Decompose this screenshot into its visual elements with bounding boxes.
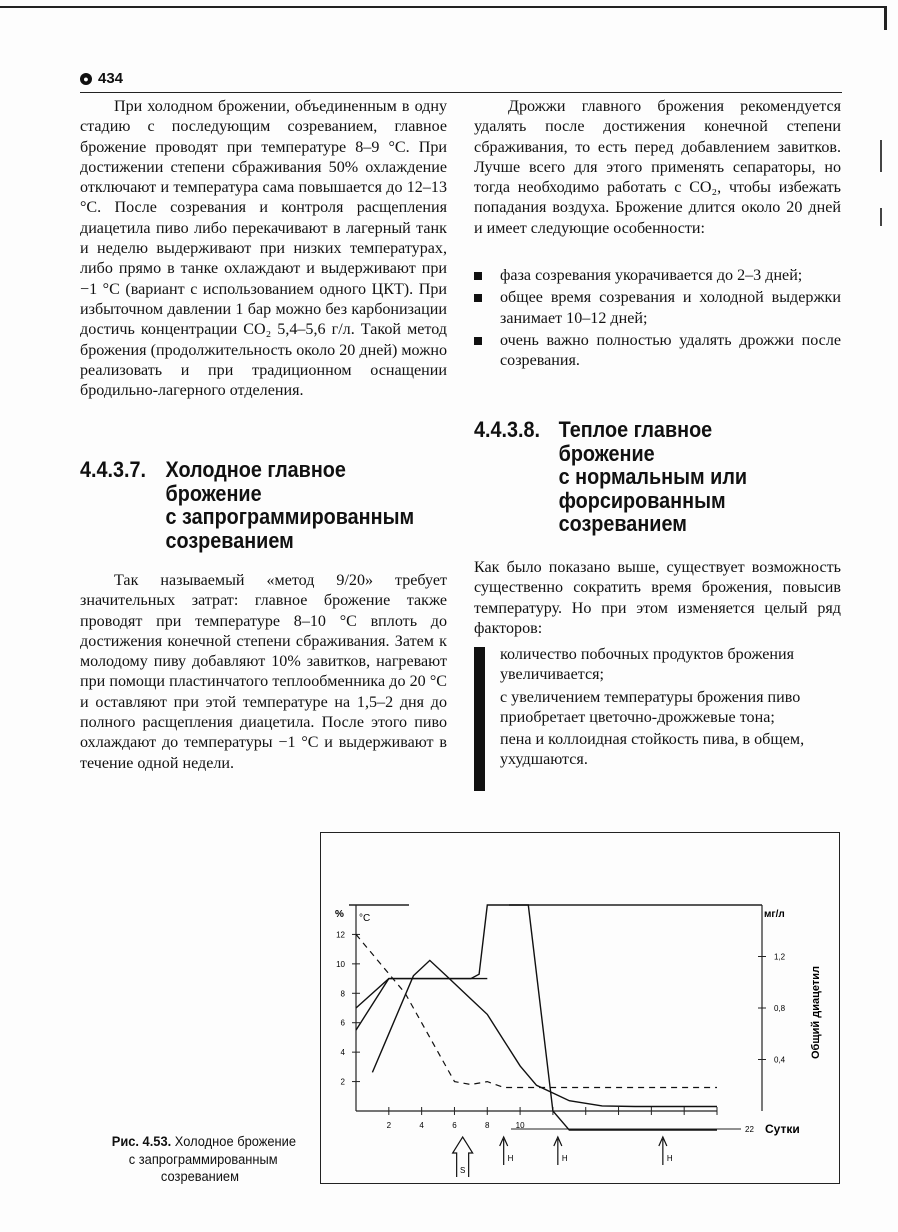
x-axis-tick-label: 6 <box>452 1121 457 1130</box>
section-7-heading <box>80 458 440 568</box>
marker-label: S <box>459 1166 466 1175</box>
list-item-text: очень важно полностью удалять дрожжи после созревания. <box>500 331 841 370</box>
x-axis-label: Сутки <box>765 1122 800 1136</box>
right-paragraph <box>474 97 841 239</box>
section-7-number: 4.4.3.7. <box>80 457 147 482</box>
right-paragraph-text: Дрожжи главного брожения рекомендуется удалять после достижения конечной степени сбраживания, то есть перед добавлением завитков. Лучше всего для этого применять сепараторы, но тогда необходимо работать с СО₂, чтобы избежать попадания воздуха. Брожение длится около 20 дней и имеет следующие особенности: <box>474 98 841 237</box>
figure-label: Рис. 4.53. <box>111 1133 172 1149</box>
left-axis-tick-label: 6 <box>340 1018 345 1028</box>
right-axis-label: Общий диацетил <box>810 966 822 1059</box>
marker-label: H <box>666 1154 673 1163</box>
list-item: с увеличением температуры брожения пиво приобретает цветочно-дрожжевые тона; <box>500 688 801 726</box>
left-axis-tick-label: 8 <box>340 989 345 999</box>
x-axis-tick-label: 4 <box>419 1121 424 1130</box>
section-7-body <box>80 571 447 774</box>
list-item: количество побочных продуктов брожения увеличивается; <box>500 646 795 684</box>
list-item-text: фаза созревания укорачивается до 2–3 дней; <box>500 267 803 284</box>
left-axis-tick-label: 10 <box>336 959 345 969</box>
section-8-title-line: Теплое главное <box>558 417 713 442</box>
section-8-heading <box>474 418 834 548</box>
section-7-title-line: Холодное главное <box>165 457 346 482</box>
fermentation-chart <box>321 833 838 1182</box>
list-item-text: общее время созревания и холодной выдержки занимает 10–12 дней; <box>500 289 841 327</box>
header-rule <box>80 92 842 93</box>
section-8-number: 4.4.3.8. <box>474 417 541 442</box>
list-item <box>474 331 841 372</box>
marker-label: H <box>507 1154 514 1163</box>
section-7-text: Так называемый «метод 9/20» требует значительных затрат: главное брожение также проводят при температуре 8–10 °С вплоть до достижения конечной степени сбраживания. Затем к молодому пиву добавляют 10% завитков, нагревают при помощи пластинчатого теплообменника до 20 °С и оставляют при этой температуре на 1,5–2 дня до полного расщепления диацетила. После этого пиво охлаждают до температуры −1 °С и выдерживают в течение одной недели. <box>80 572 447 772</box>
series-line-solid-temperature <box>356 905 717 1130</box>
marker-label: H <box>561 1154 568 1163</box>
right-bullet-list <box>474 266 841 373</box>
section-8-title-line: созреванием <box>558 511 687 536</box>
caption-line: Холодное брожение <box>174 1133 296 1149</box>
side-bar-marker <box>474 647 485 791</box>
series-line-solid-diacetyl <box>372 960 717 1106</box>
figure-caption <box>42 1133 296 1186</box>
section-7-title-line: брожение <box>165 480 262 506</box>
x-axis-tick-label: 2 <box>386 1121 392 1130</box>
caption-line: с запрограммированным <box>128 1150 278 1167</box>
corner-mark <box>884 6 887 30</box>
section-8-body <box>474 558 841 639</box>
series-line-dashed-extract <box>356 934 717 1087</box>
figure-chart-frame <box>320 832 840 1184</box>
section-8-title <box>559 418 747 536</box>
section-8-title-line: брожение <box>558 440 655 466</box>
left-axis-tick-label: 4 <box>340 1048 345 1058</box>
section-7-title-line: с запрограммированным <box>165 504 415 529</box>
page-number <box>80 70 123 87</box>
edge-mark <box>880 208 882 226</box>
square-bullet-icon <box>474 272 482 280</box>
left-paragraph-text: При холодном брожении, объединенным в одну стадию с последующим созреванием, главное брожение проводят при температуре 8–9 °С. При достижении степени сбраживания 50% охлаждение отключают и температура сама повышается до 12–13 °С. После созревания и контроля расщепления диацетила пиво либо перекачивают в лагерный танк и неделю выдерживают при низких температурах, либо прямо в танке охлаждают и выдерживают при −1 °С (вариант с использованием одного ЦКТ). При избыточном давлении 1 бар можно без карбонизации достичь концентрации СО₂ 5,4–5,6 г/л. Такой метод брожения (продолжительность около 20 дней) можно реализовать и при традиционном оснащении бродильно-лагерного отделения. <box>80 98 447 400</box>
section-8-title-line: форсированным <box>558 487 726 513</box>
left-axis-tick-label: 12 <box>336 930 345 940</box>
list-item: пена и коллоидная стойкость пива, в общем, ухудшаются. <box>500 731 805 769</box>
left-axis-tick-label: 2 <box>340 1077 345 1087</box>
x-axis-end-label: 22 <box>745 1125 754 1134</box>
right-axis-tick-label: 0,8 <box>774 1004 786 1013</box>
left-paragraph <box>80 97 447 401</box>
section-8-title-line: с нормальным или <box>558 464 748 489</box>
left-axis-unit: °С <box>359 913 371 924</box>
section-7-title <box>166 458 415 552</box>
left-axis-unit: % <box>335 909 344 920</box>
page-marker-icon: ● <box>80 73 92 85</box>
page-number-text: 434 <box>98 70 124 87</box>
section-8-text: Как было показано выше, существует возможность существенно сократить время брожения, повысив температуру. Но при этом изменяется целый ряд факторов: <box>474 559 841 637</box>
caption-line: созреванием <box>160 1168 239 1184</box>
list-item <box>474 266 841 286</box>
edge-mark <box>880 140 882 172</box>
x-axis-tick-label: 8 <box>485 1121 490 1130</box>
right-axis-unit: мг/л <box>764 909 785 920</box>
section-7-title-line: созреванием <box>165 527 294 553</box>
list-item <box>474 288 841 329</box>
square-bullet-icon <box>474 294 482 302</box>
top-rule <box>0 6 886 8</box>
square-bullet-icon <box>474 337 482 345</box>
right-axis-tick-label: 0,4 <box>774 1055 786 1065</box>
x-axis-tick-label: 10 <box>515 1121 525 1130</box>
right-axis-tick-label: 1,2 <box>774 952 786 962</box>
side-bar-list <box>500 645 830 773</box>
